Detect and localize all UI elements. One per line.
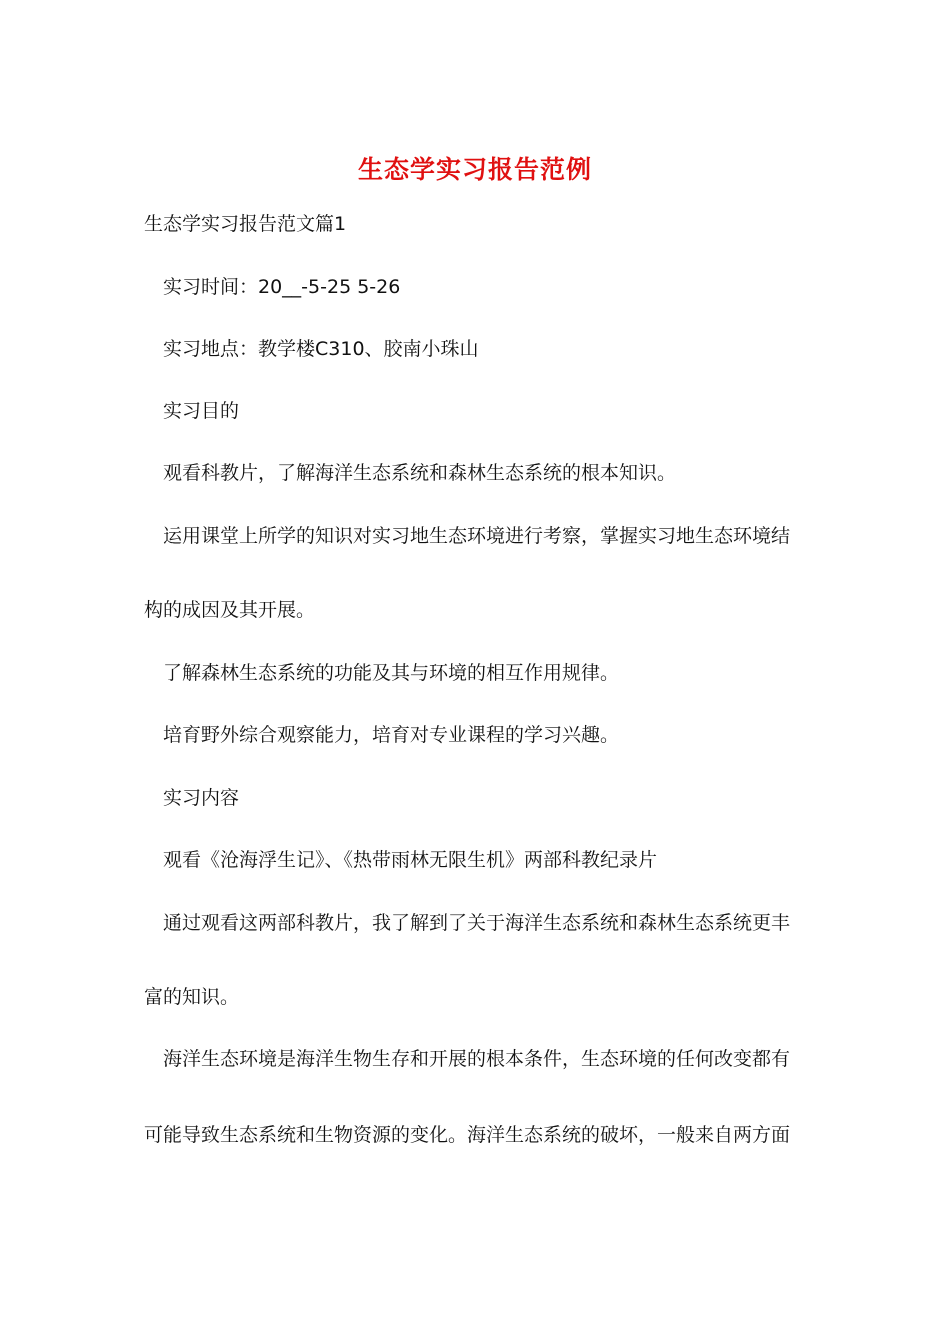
paragraph-line: 运用课堂上所学的知识对实习地生态环境进行考察，掌握实习地生态环境结	[163, 525, 791, 547]
document-title: 生态学实习报告范例	[357, 155, 592, 184]
paragraph-line: 可能导致生态系统和生物资源的变化。海洋生态系统的破坏，一般来自两方面	[144, 1124, 791, 1146]
paragraph-line: 通过观看这两部科教片，我了解到了关于海洋生态系统和森林生态系统更丰	[163, 912, 791, 934]
subheading: 实习内容	[163, 787, 240, 809]
paragraph-line: 了解森林生态系统的功能及其与环境的相互作用规律。	[163, 662, 620, 684]
subheading: 实习目的	[163, 400, 240, 422]
paragraph-line: 海洋生态环境是海洋生物生存和开展的根本条件，生态环境的任何改变都有	[163, 1048, 791, 1070]
paragraph-line: 实习地点：教学楼C310、胶南小珠山	[163, 338, 479, 360]
paragraph-line: 实习时间：20__-5-25 5-26	[163, 276, 401, 298]
paragraph-line: 富的知识。	[144, 986, 240, 1008]
section-heading: 生态学实习报告范文篇1	[144, 213, 347, 235]
paragraph-line: 观看科教片，了解海洋生态系统和森林生态系统的根本知识。	[163, 462, 677, 484]
paragraph-line: 培育野外综合观察能力，培育对专业课程的学习兴趣。	[163, 724, 620, 746]
paragraph-line: 观看《沧海浮生记》、《热带雨林无限生机》两部科教纪录片	[163, 849, 658, 871]
paragraph-line: 构的成因及其开展。	[144, 599, 316, 621]
